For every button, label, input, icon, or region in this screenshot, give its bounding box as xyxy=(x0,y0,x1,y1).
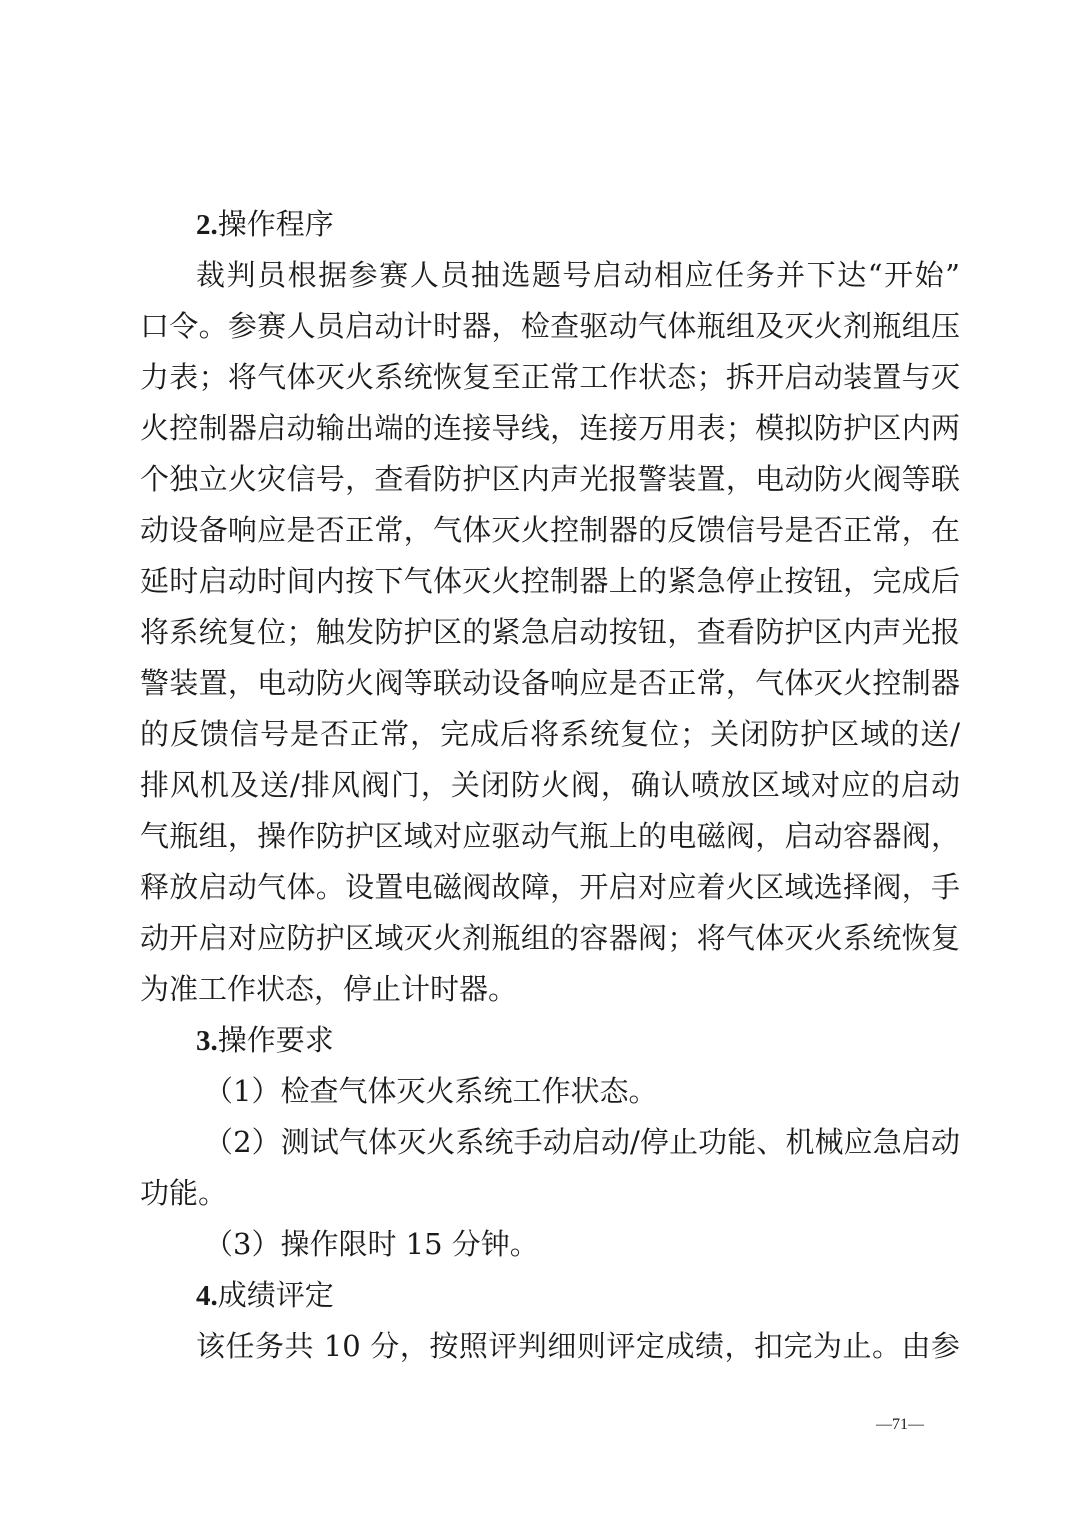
paragraph-line: 气瓶组，操作防护区域对应驱动气瓶上的电磁阀，启动容器阀， xyxy=(140,819,960,853)
section-number: 3. xyxy=(196,1025,218,1057)
paragraph-line: 的反馈信号是否正常，完成后将系统复位；关闭防护区域的送/ xyxy=(140,717,960,751)
paragraph-line: 力表；将气体灭火系统恢复至正常工作状态；拆开启动装置与灭 xyxy=(140,360,960,394)
section-number: 4. xyxy=(196,1280,218,1312)
paragraph-line: 将系统复位；触发防护区的紧急启动按钮，查看防护区内声光报 xyxy=(140,615,960,649)
paragraph-line: 警装置，电动防火阀等联动设备响应是否正常，气体灭火控制器 xyxy=(140,666,960,700)
section-number: 2. xyxy=(196,209,218,241)
paragraph-line: 动开启对应防护区域灭火剂瓶组的容器阀；将气体灭火系统恢复 xyxy=(140,921,960,955)
section-heading-score-evaluation xyxy=(140,1269,1016,1321)
section-title: 成绩评定 xyxy=(217,1278,334,1312)
paragraph-line: 火控制器启动输出端的连接导线，连接万用表；模拟防护区内两 xyxy=(140,411,960,445)
paragraph-line: 释放启动气体。设置电磁阀故障，开启对应着火区域选择阀，手 xyxy=(140,870,960,904)
section-title: 操作程序 xyxy=(217,207,334,241)
requirement-item: （1）检查气体灭火系统工作状态。 xyxy=(204,1074,658,1108)
paragraph-line: 延时启动时间内按下气体灭火控制器上的紧急停止按钮，完成后 xyxy=(140,564,960,598)
section-heading-operation-procedure xyxy=(140,198,1016,250)
requirement-item: （3）操作限时 15 分钟。 xyxy=(204,1227,539,1261)
paragraph-line: 口令。参赛人员启动计时器，检查驱动气体瓶组及灭火剂瓶组压 xyxy=(140,309,960,343)
page-number: —71— xyxy=(876,1416,924,1433)
paragraph-line: 裁判员根据参赛人员抽选题号启动相应任务并下达“开始” xyxy=(196,258,960,292)
paragraph-line: 排风机及送/排风阀门，关闭防火阀，确认喷放区域对应的启动 xyxy=(140,768,960,802)
paragraph-line: 为准工作状态，停止计时器。 xyxy=(140,972,518,1006)
paragraph-line: 该任务共 10 分，按照评判细则评定成绩，扣完为止。由参 xyxy=(196,1329,960,1363)
requirement-item: （2）测试气体灭火系统手动启动/停止功能、机械应急启动 xyxy=(204,1125,960,1159)
paragraph-line: 个独立火灾信号，查看防护区内声光报警装置，电动防火阀等联 xyxy=(140,462,960,496)
paragraph-line: 动设备响应是否正常，气体灭火控制器的反馈信号是否正常，在 xyxy=(140,513,960,547)
section-title: 操作要求 xyxy=(217,1023,334,1057)
section-heading-operation-requirements xyxy=(140,1014,1016,1066)
requirement-item-continuation: 功能。 xyxy=(140,1176,228,1210)
